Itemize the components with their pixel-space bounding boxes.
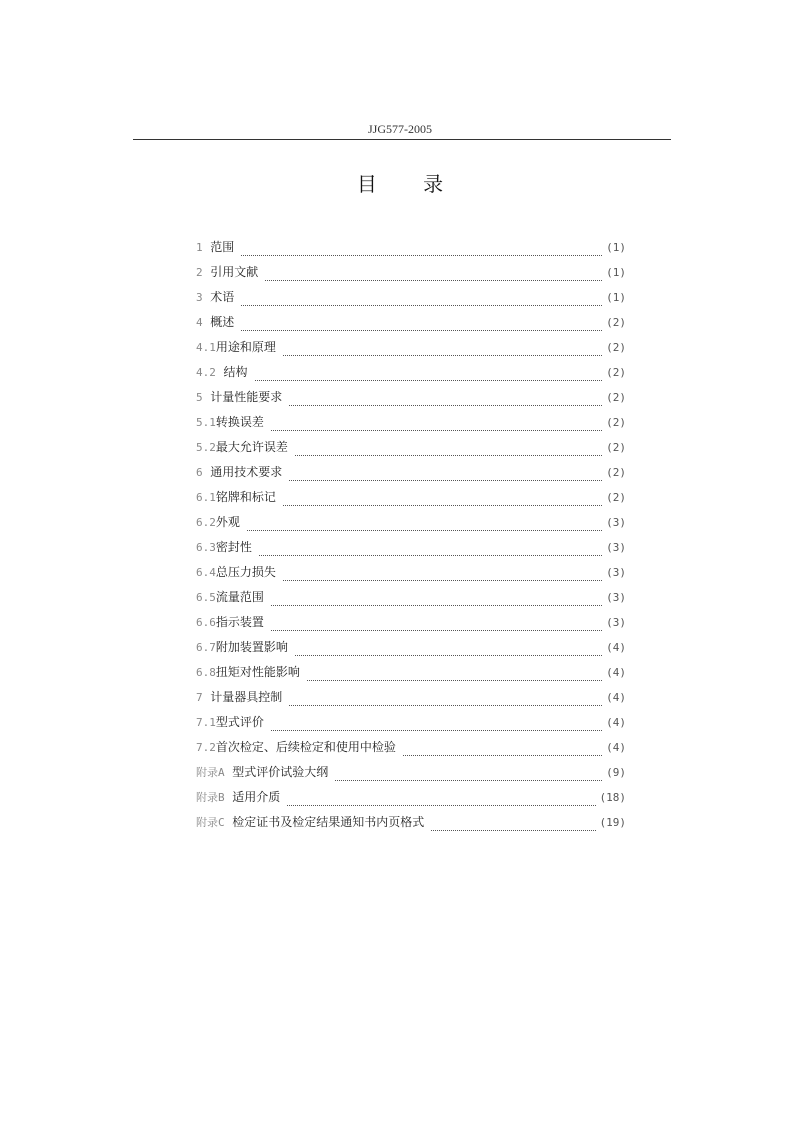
toc-page-number: (4) (606, 691, 626, 704)
toc-gap (225, 763, 233, 781)
toc-label: 最大允许误差 (215, 440, 288, 454)
toc-label: 扭矩对性能影响 (215, 665, 300, 679)
toc-gap (225, 788, 233, 806)
toc-label: 型式评价试验大纲 (232, 765, 329, 779)
toc-page-number: (1) (606, 266, 626, 279)
toc-leader-dots (283, 495, 602, 506)
toc-label: 计量器具控制 (210, 690, 283, 704)
toc-number: 7 (196, 691, 203, 704)
toc-number: 5 (196, 391, 203, 404)
toc-gap (203, 688, 211, 706)
toc-page-number: (3) (606, 516, 626, 529)
toc-leader-dots (247, 520, 602, 531)
toc-number: 6.1 (196, 491, 216, 504)
toc-page-number: (2) (606, 416, 626, 429)
toc-gap (203, 238, 211, 256)
toc-label: 检定证书及检定结果通知书内页格式 (232, 815, 425, 829)
toc-leader-dots (241, 295, 602, 306)
toc-label: 指示装置 (215, 615, 264, 629)
toc-label: 用途和原理 (215, 340, 276, 354)
toc-label: 结构 (223, 365, 248, 379)
toc-row (196, 763, 626, 788)
toc-leader-dots (289, 470, 602, 481)
toc-page-number: (2) (606, 466, 626, 479)
toc-page-number: (9) (606, 766, 626, 779)
toc-gap (203, 313, 211, 331)
toc-leader-dots (271, 420, 602, 431)
toc-leader-dots (295, 445, 602, 456)
toc-number: 6 (196, 466, 203, 479)
toc-label: 术语 (210, 290, 235, 304)
toc-number: 6.6 (196, 616, 216, 629)
toc-number: 6.5 (196, 591, 216, 604)
toc-number: 7.2 (196, 741, 216, 754)
toc-leader-dots (403, 745, 602, 756)
toc-page-number: (2) (606, 391, 626, 404)
toc-number: 1 (196, 241, 203, 254)
header-code: JJG577-2005 (367, 122, 432, 136)
toc-page-number: (19) (599, 816, 626, 829)
toc-number: 附录B (196, 791, 225, 804)
toc-page-number: (2) (606, 366, 626, 379)
toc-label: 首次检定、后续检定和使用中检验 (215, 740, 396, 754)
toc-row (196, 538, 626, 563)
toc-row (196, 388, 626, 413)
toc-number: 6.3 (196, 541, 216, 554)
toc-row (196, 438, 626, 463)
toc-number: 2 (196, 266, 203, 279)
toc-label: 范围 (210, 240, 235, 254)
toc-row (196, 288, 626, 313)
toc-page-number: (3) (606, 566, 626, 579)
toc-number: 6.2 (196, 516, 216, 529)
toc-page-number: (1) (606, 291, 626, 304)
toc-page-number: (1) (606, 241, 626, 254)
toc-number: 6.4 (196, 566, 216, 579)
toc-page-number: (3) (606, 591, 626, 604)
toc-page-number: (4) (606, 641, 626, 654)
toc-label: 总压力损失 (215, 565, 276, 579)
toc-number: 4 (196, 316, 203, 329)
toc-number: 5.2 (196, 441, 216, 454)
toc-row (196, 413, 626, 438)
toc-number: 附录A (196, 766, 225, 779)
toc-leader-dots (271, 720, 602, 731)
toc-gap (203, 288, 211, 306)
toc-page-number: (2) (606, 441, 626, 454)
toc-leader-dots (335, 770, 602, 781)
toc-leader-dots (265, 270, 602, 281)
toc-page-number: (4) (606, 716, 626, 729)
toc-leader-dots (241, 320, 602, 331)
toc-leader-dots (271, 620, 602, 631)
header-rule (133, 139, 671, 140)
toc-row (196, 638, 626, 663)
toc-label: 适用介质 (232, 790, 281, 804)
toc-number: 4.1 (196, 341, 216, 354)
toc-leader-dots (307, 670, 602, 681)
toc-number: 5.1 (196, 416, 216, 429)
toc-number: 6.8 (196, 666, 216, 679)
toc-row (196, 713, 626, 738)
toc-gap (203, 388, 211, 406)
toc-label: 外观 (215, 515, 240, 529)
toc-page-number: (18) (599, 791, 626, 804)
page-title: 目 录 (356, 172, 444, 196)
toc-row (196, 788, 626, 813)
toc-gap (225, 813, 233, 831)
toc-leader-dots (255, 370, 603, 381)
toc-row (196, 313, 626, 338)
toc-row (196, 363, 626, 388)
toc-page-number: (4) (606, 741, 626, 754)
toc-number: 3 (196, 291, 203, 304)
toc-gap (203, 463, 211, 481)
toc-label: 附加装置影响 (215, 640, 288, 654)
toc-page-number: (3) (606, 616, 626, 629)
toc-row (196, 688, 626, 713)
toc-page-number: (4) (606, 666, 626, 679)
toc-number: 7.1 (196, 716, 216, 729)
toc-row (196, 613, 626, 638)
toc-label: 密封性 (215, 540, 252, 554)
toc-number: 4.2 (196, 366, 216, 379)
toc-row (196, 238, 626, 263)
toc-leader-dots (431, 820, 595, 831)
toc-leader-dots (289, 395, 602, 406)
toc-label: 铭牌和标记 (215, 490, 276, 504)
toc-page-number: (2) (606, 491, 626, 504)
toc-row (196, 488, 626, 513)
toc-number: 6.7 (196, 641, 216, 654)
toc-row (196, 588, 626, 613)
toc-row (196, 513, 626, 538)
toc-row (196, 263, 626, 288)
toc-leader-dots (283, 345, 602, 356)
toc-row (196, 338, 626, 363)
toc-page-number: (3) (606, 541, 626, 554)
toc-row (196, 738, 626, 763)
toc-number: 附录C (196, 816, 225, 829)
toc-label: 通用技术要求 (210, 465, 283, 479)
toc-leader-dots (283, 570, 602, 581)
toc-label: 概述 (210, 315, 235, 329)
toc-leader-dots (295, 645, 602, 656)
toc-row (196, 563, 626, 588)
toc-leader-dots (259, 545, 602, 556)
toc-leader-dots (241, 245, 602, 256)
toc-row (196, 463, 626, 488)
toc-label: 引用文献 (210, 265, 259, 279)
toc-leader-dots (271, 595, 602, 606)
toc-label: 流量范围 (215, 590, 264, 604)
toc-label: 型式评价 (215, 715, 264, 729)
toc-page-number: (2) (606, 341, 626, 354)
toc-gap (203, 263, 211, 281)
toc-page-number: (2) (606, 316, 626, 329)
toc-label: 计量性能要求 (210, 390, 283, 404)
toc-row (196, 663, 626, 688)
toc-leader-dots (289, 695, 602, 706)
table-of-contents (196, 238, 626, 838)
toc-gap (216, 363, 224, 381)
toc-label: 转换误差 (215, 415, 264, 429)
toc-row (196, 813, 626, 838)
toc-leader-dots (287, 795, 595, 806)
